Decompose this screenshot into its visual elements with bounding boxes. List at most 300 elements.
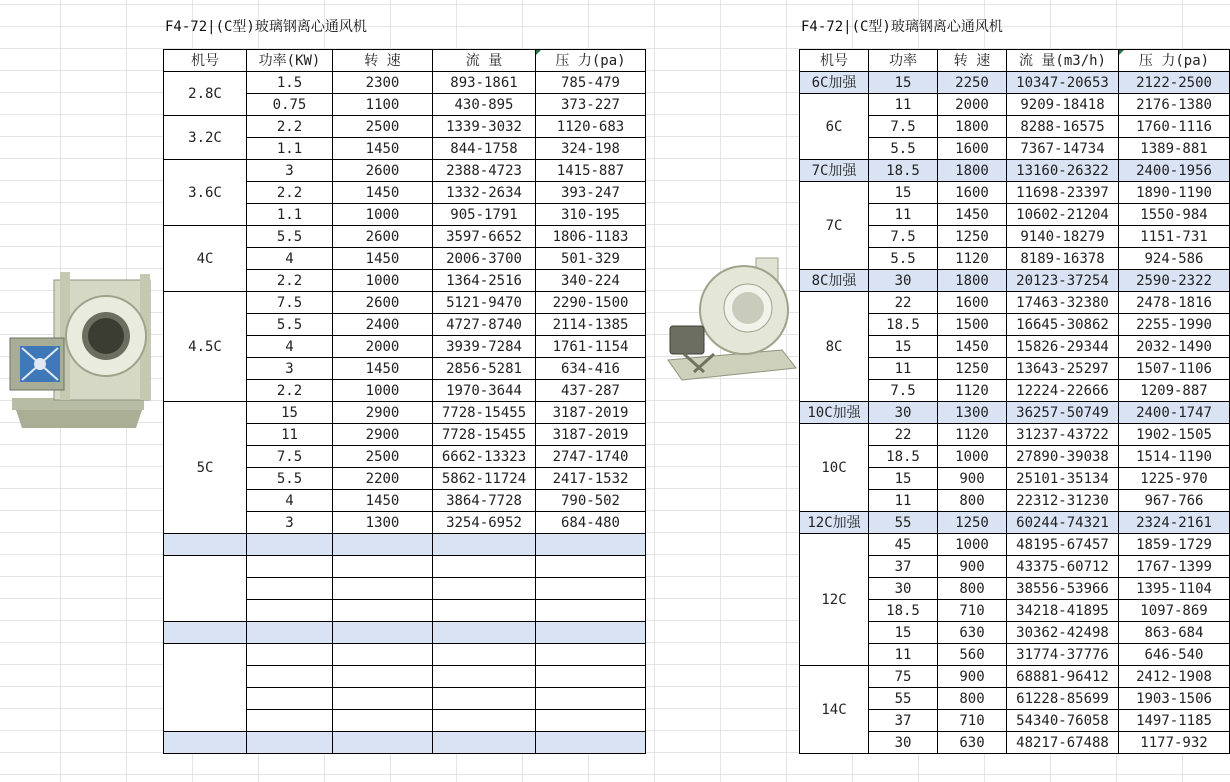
left-table-title: F4-72|(C型)玻璃钢离心通风机 bbox=[165, 19, 367, 35]
speed-cell: 1250 bbox=[938, 358, 1007, 380]
empty-cell bbox=[164, 622, 247, 644]
flow-cell: 2006-3700 bbox=[433, 248, 536, 270]
flow-cell: 1332-2634 bbox=[433, 182, 536, 204]
pressure-cell: 340-224 bbox=[536, 270, 646, 292]
model-cell: 10C加强 bbox=[800, 402, 869, 424]
power-cell: 18.5 bbox=[869, 314, 938, 336]
header-flow: 流 量 bbox=[433, 50, 536, 72]
table-header-row bbox=[164, 50, 646, 72]
pressure-cell: 1120-683 bbox=[536, 116, 646, 138]
empty-cell bbox=[247, 710, 333, 732]
pressure-cell: 1760-1116 bbox=[1119, 116, 1230, 138]
model-cell: 6C bbox=[800, 94, 869, 160]
pressure-cell: 2255-1990 bbox=[1119, 314, 1230, 336]
speed-cell: 1600 bbox=[938, 138, 1007, 160]
flow-cell: 30362-42498 bbox=[1007, 622, 1119, 644]
pressure-cell: 3187-2019 bbox=[536, 424, 646, 446]
model-cell: 3.6C bbox=[164, 160, 247, 226]
pressure-cell: 684-480 bbox=[536, 512, 646, 534]
power-cell: 37 bbox=[869, 710, 938, 732]
speed-cell: 1300 bbox=[938, 402, 1007, 424]
flow-cell: 5121-9470 bbox=[433, 292, 536, 314]
header-pressure: 压 力(pa) bbox=[1119, 50, 1230, 72]
power-cell: 11 bbox=[869, 490, 938, 512]
flow-cell: 25101-35134 bbox=[1007, 468, 1119, 490]
model-cell: 8C加强 bbox=[800, 270, 869, 292]
speed-cell: 1120 bbox=[938, 380, 1007, 402]
empty-cell bbox=[164, 644, 247, 732]
power-cell: 3 bbox=[247, 358, 333, 380]
empty-row bbox=[164, 644, 646, 666]
speed-cell: 1450 bbox=[333, 490, 433, 512]
model-cell: 4C bbox=[164, 226, 247, 292]
pressure-cell: 2590-2322 bbox=[1119, 270, 1230, 292]
flow-cell: 1970-3644 bbox=[433, 380, 536, 402]
flow-cell: 48195-67457 bbox=[1007, 534, 1119, 556]
speed-cell: 1600 bbox=[938, 182, 1007, 204]
empty-cell bbox=[536, 666, 646, 688]
pressure-cell: 324-198 bbox=[536, 138, 646, 160]
pressure-cell: 310-195 bbox=[536, 204, 646, 226]
flow-cell: 7367-14734 bbox=[1007, 138, 1119, 160]
flow-cell: 68881-96412 bbox=[1007, 666, 1119, 688]
empty-cell bbox=[536, 534, 646, 556]
power-cell: 15 bbox=[247, 402, 333, 424]
speed-cell: 2900 bbox=[333, 424, 433, 446]
speed-cell: 1450 bbox=[333, 358, 433, 380]
speed-cell: 2500 bbox=[333, 446, 433, 468]
table-header-row bbox=[800, 50, 1230, 72]
flow-cell: 844-1758 bbox=[433, 138, 536, 160]
power-cell: 5.5 bbox=[247, 314, 333, 336]
empty-cell bbox=[333, 622, 433, 644]
empty-cell bbox=[433, 644, 536, 666]
empty-cell bbox=[247, 534, 333, 556]
power-cell: 5.5 bbox=[247, 226, 333, 248]
header-model: 机号 bbox=[164, 50, 247, 72]
pressure-cell: 2122-2500 bbox=[1119, 72, 1230, 94]
power-cell: 11 bbox=[869, 644, 938, 666]
empty-cell bbox=[433, 688, 536, 710]
power-cell: 15 bbox=[869, 622, 938, 644]
empty-cell bbox=[333, 578, 433, 600]
table-row bbox=[800, 94, 1230, 116]
flow-cell: 31774-37776 bbox=[1007, 644, 1119, 666]
flow-cell: 43375-60712 bbox=[1007, 556, 1119, 578]
empty-cell bbox=[333, 688, 433, 710]
pressure-cell: 1177-932 bbox=[1119, 732, 1230, 754]
pressure-cell: 373-227 bbox=[536, 94, 646, 116]
power-cell: 2.2 bbox=[247, 380, 333, 402]
speed-cell: 1800 bbox=[938, 160, 1007, 182]
pressure-cell: 2324-2161 bbox=[1119, 512, 1230, 534]
table-row bbox=[164, 116, 646, 138]
flow-cell: 16645-30862 bbox=[1007, 314, 1119, 336]
power-cell: 11 bbox=[869, 94, 938, 116]
pressure-cell: 393-247 bbox=[536, 182, 646, 204]
table-row bbox=[164, 402, 646, 424]
speed-cell: 2000 bbox=[333, 336, 433, 358]
speed-cell: 1300 bbox=[333, 512, 433, 534]
pressure-cell: 1514-1190 bbox=[1119, 446, 1230, 468]
speed-cell: 1450 bbox=[938, 204, 1007, 226]
empty-cell bbox=[433, 666, 536, 688]
speed-cell: 2400 bbox=[333, 314, 433, 336]
empty-cell bbox=[433, 534, 536, 556]
pressure-cell: 2400-1956 bbox=[1119, 160, 1230, 182]
model-cell: 12C bbox=[800, 534, 869, 666]
empty-cell bbox=[536, 644, 646, 666]
speed-cell: 2200 bbox=[333, 468, 433, 490]
empty-highlight-row bbox=[164, 732, 646, 754]
table-row-reinforced bbox=[800, 160, 1230, 182]
power-cell: 45 bbox=[869, 534, 938, 556]
power-cell: 5.5 bbox=[869, 248, 938, 270]
flow-cell: 17463-32380 bbox=[1007, 292, 1119, 314]
flow-cell: 8189-16378 bbox=[1007, 248, 1119, 270]
flow-cell: 31237-43722 bbox=[1007, 424, 1119, 446]
speed-cell: 1250 bbox=[938, 512, 1007, 534]
pressure-cell: 634-416 bbox=[536, 358, 646, 380]
model-cell: 2.8C bbox=[164, 72, 247, 116]
pressure-cell: 2478-1816 bbox=[1119, 292, 1230, 314]
power-cell: 55 bbox=[869, 512, 938, 534]
flow-cell: 38556-53966 bbox=[1007, 578, 1119, 600]
empty-cell bbox=[247, 600, 333, 622]
empty-cell bbox=[247, 578, 333, 600]
empty-cell bbox=[333, 600, 433, 622]
empty-cell bbox=[164, 556, 247, 622]
pressure-cell: 2412-1908 bbox=[1119, 666, 1230, 688]
left-spec-table bbox=[163, 49, 646, 754]
flow-cell: 1364-2516 bbox=[433, 270, 536, 292]
pressure-cell: 646-540 bbox=[1119, 644, 1230, 666]
table-row bbox=[164, 72, 646, 94]
flow-cell: 48217-67488 bbox=[1007, 732, 1119, 754]
header-flow: 流 量(m3/h) bbox=[1007, 50, 1119, 72]
flow-cell: 905-1791 bbox=[433, 204, 536, 226]
empty-cell bbox=[433, 600, 536, 622]
flow-cell: 3597-6652 bbox=[433, 226, 536, 248]
flow-cell: 13160-26322 bbox=[1007, 160, 1119, 182]
empty-cell bbox=[433, 622, 536, 644]
power-cell: 30 bbox=[869, 732, 938, 754]
table-row bbox=[800, 292, 1230, 314]
header-model: 机号 bbox=[800, 50, 869, 72]
pressure-cell: 2176-1380 bbox=[1119, 94, 1230, 116]
flow-cell: 36257-50749 bbox=[1007, 402, 1119, 424]
power-cell: 4 bbox=[247, 248, 333, 270]
empty-row bbox=[164, 556, 646, 578]
flow-cell: 5862-11724 bbox=[433, 468, 536, 490]
power-cell: 30 bbox=[869, 270, 938, 292]
pressure-cell: 1859-1729 bbox=[1119, 534, 1230, 556]
power-cell: 2.2 bbox=[247, 116, 333, 138]
power-cell: 3 bbox=[247, 160, 333, 182]
empty-cell bbox=[164, 534, 247, 556]
model-cell: 3.2C bbox=[164, 116, 247, 160]
empty-cell bbox=[333, 666, 433, 688]
pressure-cell: 2114-1385 bbox=[536, 314, 646, 336]
power-cell: 1.1 bbox=[247, 204, 333, 226]
empty-cell bbox=[333, 534, 433, 556]
flow-cell: 3254-6952 bbox=[433, 512, 536, 534]
speed-cell: 1450 bbox=[333, 182, 433, 204]
speed-cell: 1500 bbox=[938, 314, 1007, 336]
empty-cell bbox=[536, 578, 646, 600]
power-cell: 5.5 bbox=[869, 138, 938, 160]
model-cell: 14C bbox=[800, 666, 869, 754]
speed-cell: 2600 bbox=[333, 226, 433, 248]
speed-cell: 2000 bbox=[938, 94, 1007, 116]
speed-cell: 1000 bbox=[938, 534, 1007, 556]
header-pressure: 压 力(pa) bbox=[536, 50, 646, 72]
table-row bbox=[164, 160, 646, 182]
speed-cell: 800 bbox=[938, 688, 1007, 710]
speed-cell: 1450 bbox=[333, 138, 433, 160]
empty-cell bbox=[433, 556, 536, 578]
pressure-cell: 1389-881 bbox=[1119, 138, 1230, 160]
power-cell: 18.5 bbox=[869, 160, 938, 182]
speed-cell: 1120 bbox=[938, 248, 1007, 270]
pressure-cell: 1225-970 bbox=[1119, 468, 1230, 490]
flow-cell: 9140-18279 bbox=[1007, 226, 1119, 248]
speed-cell: 710 bbox=[938, 710, 1007, 732]
flow-cell: 4727-8740 bbox=[433, 314, 536, 336]
power-cell: 1.5 bbox=[247, 72, 333, 94]
flow-cell: 3939-7284 bbox=[433, 336, 536, 358]
speed-cell: 900 bbox=[938, 468, 1007, 490]
power-cell: 7.5 bbox=[869, 226, 938, 248]
pressure-cell: 2400-1747 bbox=[1119, 402, 1230, 424]
flow-cell: 60244-74321 bbox=[1007, 512, 1119, 534]
pressure-cell: 924-586 bbox=[1119, 248, 1230, 270]
flow-cell: 27890-39038 bbox=[1007, 446, 1119, 468]
power-cell: 75 bbox=[869, 666, 938, 688]
flow-cell: 61228-85699 bbox=[1007, 688, 1119, 710]
model-cell: 5C bbox=[164, 402, 247, 534]
model-cell: 6C加强 bbox=[800, 72, 869, 94]
flow-cell: 12224-22666 bbox=[1007, 380, 1119, 402]
empty-cell bbox=[247, 666, 333, 688]
pressure-cell: 863-684 bbox=[1119, 622, 1230, 644]
flow-cell: 7728-15455 bbox=[433, 424, 536, 446]
flow-cell: 9209-18418 bbox=[1007, 94, 1119, 116]
flow-cell: 2388-4723 bbox=[433, 160, 536, 182]
speed-cell: 630 bbox=[938, 622, 1007, 644]
empty-cell bbox=[433, 710, 536, 732]
power-cell: 11 bbox=[247, 424, 333, 446]
speed-cell: 800 bbox=[938, 490, 1007, 512]
flow-cell: 20123-37254 bbox=[1007, 270, 1119, 292]
table-row bbox=[800, 666, 1230, 688]
flow-cell: 15826-29344 bbox=[1007, 336, 1119, 358]
table-row-reinforced bbox=[800, 270, 1230, 292]
power-cell: 15 bbox=[869, 182, 938, 204]
empty-cell bbox=[247, 688, 333, 710]
power-cell: 55 bbox=[869, 688, 938, 710]
flow-cell: 893-1861 bbox=[433, 72, 536, 94]
empty-cell bbox=[433, 578, 536, 600]
header-power: 功率 bbox=[869, 50, 938, 72]
empty-cell bbox=[536, 556, 646, 578]
power-cell: 11 bbox=[869, 358, 938, 380]
flow-cell: 34218-41895 bbox=[1007, 600, 1119, 622]
header-speed: 转 速 bbox=[938, 50, 1007, 72]
empty-cell bbox=[333, 644, 433, 666]
pressure-cell: 2417-1532 bbox=[536, 468, 646, 490]
empty-highlight-row bbox=[164, 622, 646, 644]
flow-cell: 10602-21204 bbox=[1007, 204, 1119, 226]
empty-cell bbox=[247, 644, 333, 666]
speed-cell: 2600 bbox=[333, 292, 433, 314]
pressure-cell: 1507-1106 bbox=[1119, 358, 1230, 380]
speed-cell: 1000 bbox=[333, 204, 433, 226]
pressure-cell: 1903-1506 bbox=[1119, 688, 1230, 710]
left-fan-image bbox=[2, 268, 154, 436]
flow-cell: 22312-31230 bbox=[1007, 490, 1119, 512]
empty-cell bbox=[247, 732, 333, 754]
pressure-cell: 1415-887 bbox=[536, 160, 646, 182]
empty-cell bbox=[536, 710, 646, 732]
pressure-cell: 1151-731 bbox=[1119, 226, 1230, 248]
empty-cell bbox=[433, 732, 536, 754]
pressure-cell: 1209-887 bbox=[1119, 380, 1230, 402]
header-power: 功率(KW) bbox=[247, 50, 333, 72]
right-spec-table bbox=[799, 49, 1230, 754]
flow-cell: 10347-20653 bbox=[1007, 72, 1119, 94]
model-cell: 7C加强 bbox=[800, 160, 869, 182]
speed-cell: 1000 bbox=[333, 270, 433, 292]
pressure-cell: 1806-1183 bbox=[536, 226, 646, 248]
empty-cell bbox=[247, 556, 333, 578]
power-cell: 4 bbox=[247, 336, 333, 358]
pressure-cell: 1890-1190 bbox=[1119, 182, 1230, 204]
pressure-cell: 3187-2019 bbox=[536, 402, 646, 424]
model-cell: 4.5C bbox=[164, 292, 247, 402]
empty-cell bbox=[333, 710, 433, 732]
pressure-cell: 785-479 bbox=[536, 72, 646, 94]
empty-cell bbox=[536, 688, 646, 710]
model-cell: 10C bbox=[800, 424, 869, 512]
table-row-reinforced bbox=[800, 512, 1230, 534]
speed-cell: 630 bbox=[938, 732, 1007, 754]
speed-cell: 800 bbox=[938, 578, 1007, 600]
power-cell: 30 bbox=[869, 402, 938, 424]
power-cell: 11 bbox=[869, 204, 938, 226]
right-fan-image bbox=[664, 256, 800, 384]
speed-cell: 2500 bbox=[333, 116, 433, 138]
table-row-reinforced bbox=[800, 72, 1230, 94]
flow-cell: 1339-3032 bbox=[433, 116, 536, 138]
speed-cell: 1120 bbox=[938, 424, 1007, 446]
power-cell: 1.1 bbox=[247, 138, 333, 160]
right-table-title: F4-72|(C型)玻璃钢离心通风机 bbox=[801, 19, 1003, 35]
speed-cell: 1800 bbox=[938, 116, 1007, 138]
header-speed: 转 速 bbox=[333, 50, 433, 72]
table-row bbox=[800, 534, 1230, 556]
speed-cell: 900 bbox=[938, 556, 1007, 578]
empty-cell bbox=[247, 622, 333, 644]
pressure-cell: 1497-1185 bbox=[1119, 710, 1230, 732]
table-row-reinforced bbox=[800, 402, 1230, 424]
flow-cell: 8288-16575 bbox=[1007, 116, 1119, 138]
table-row bbox=[800, 424, 1230, 446]
power-cell: 22 bbox=[869, 424, 938, 446]
pressure-cell: 2747-1740 bbox=[536, 446, 646, 468]
model-cell: 8C bbox=[800, 292, 869, 402]
pressure-cell: 1550-984 bbox=[1119, 204, 1230, 226]
flow-cell: 54340-76058 bbox=[1007, 710, 1119, 732]
power-cell: 7.5 bbox=[247, 446, 333, 468]
model-cell: 12C加强 bbox=[800, 512, 869, 534]
pressure-cell: 501-329 bbox=[536, 248, 646, 270]
flow-cell: 6662-13323 bbox=[433, 446, 536, 468]
flow-cell: 13643-25297 bbox=[1007, 358, 1119, 380]
power-cell: 15 bbox=[869, 72, 938, 94]
flow-cell: 11698-23397 bbox=[1007, 182, 1119, 204]
pressure-cell: 437-287 bbox=[536, 380, 646, 402]
pressure-cell: 1395-1104 bbox=[1119, 578, 1230, 600]
pressure-cell: 1902-1505 bbox=[1119, 424, 1230, 446]
table-row bbox=[164, 226, 646, 248]
empty-cell bbox=[333, 556, 433, 578]
speed-cell: 1450 bbox=[938, 336, 1007, 358]
power-cell: 5.5 bbox=[247, 468, 333, 490]
speed-cell: 560 bbox=[938, 644, 1007, 666]
speed-cell: 1100 bbox=[333, 94, 433, 116]
speed-cell: 1250 bbox=[938, 226, 1007, 248]
power-cell: 37 bbox=[869, 556, 938, 578]
speed-cell: 2300 bbox=[333, 72, 433, 94]
table-row bbox=[800, 182, 1230, 204]
power-cell: 3 bbox=[247, 512, 333, 534]
flow-cell: 2856-5281 bbox=[433, 358, 536, 380]
pressure-cell: 1767-1399 bbox=[1119, 556, 1230, 578]
speed-cell: 2250 bbox=[938, 72, 1007, 94]
pressure-cell: 2032-1490 bbox=[1119, 336, 1230, 358]
pressure-cell: 790-502 bbox=[536, 490, 646, 512]
speed-cell: 1000 bbox=[333, 380, 433, 402]
speed-cell: 2600 bbox=[333, 160, 433, 182]
pressure-cell: 1761-1154 bbox=[536, 336, 646, 358]
table-row bbox=[164, 292, 646, 314]
speed-cell: 710 bbox=[938, 600, 1007, 622]
flow-cell: 7728-15455 bbox=[433, 402, 536, 424]
speed-cell: 1800 bbox=[938, 270, 1007, 292]
power-cell: 15 bbox=[869, 468, 938, 490]
pressure-cell: 967-766 bbox=[1119, 490, 1230, 512]
power-cell: 2.2 bbox=[247, 270, 333, 292]
empty-cell bbox=[536, 600, 646, 622]
speed-cell: 1000 bbox=[938, 446, 1007, 468]
power-cell: 2.2 bbox=[247, 182, 333, 204]
speed-cell: 2900 bbox=[333, 402, 433, 424]
empty-cell bbox=[333, 732, 433, 754]
power-cell: 7.5 bbox=[247, 292, 333, 314]
empty-highlight-row bbox=[164, 534, 646, 556]
flow-cell: 430-895 bbox=[433, 94, 536, 116]
power-cell: 7.5 bbox=[869, 380, 938, 402]
power-cell: 15 bbox=[869, 336, 938, 358]
power-cell: 18.5 bbox=[869, 446, 938, 468]
power-cell: 18.5 bbox=[869, 600, 938, 622]
speed-cell: 1450 bbox=[333, 248, 433, 270]
pressure-cell: 2290-1500 bbox=[536, 292, 646, 314]
power-cell: 7.5 bbox=[869, 116, 938, 138]
power-cell: 22 bbox=[869, 292, 938, 314]
model-cell: 7C bbox=[800, 182, 869, 270]
